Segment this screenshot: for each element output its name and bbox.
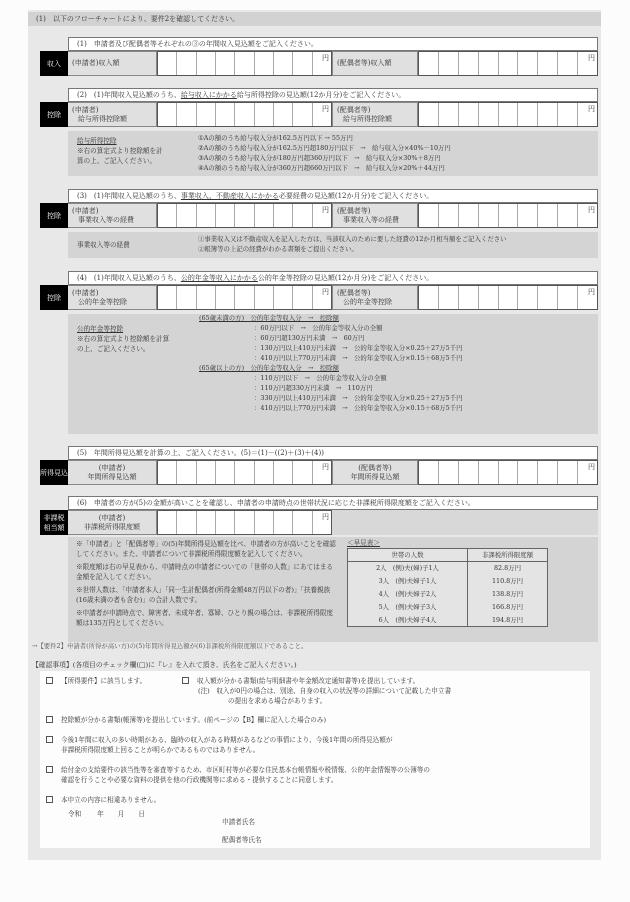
- income-docs-note-2: の提出を求める場合があります。: [228, 697, 327, 705]
- checkbox-icon: [182, 677, 189, 684]
- spouse-salary-deduction-field[interactable]: 円: [418, 102, 598, 127]
- applicant-name-field[interactable]: 申請者氏名: [222, 818, 255, 826]
- flowchart-instruction: (1) 以下のフローチャートにより、要件2を確認してください。: [28, 12, 601, 26]
- applicant-income-estimate-field[interactable]: 円: [157, 460, 332, 485]
- spouse-income-estimate-label: (配偶者等) 年間所得見込額: [332, 460, 418, 485]
- deduction-tab: 控除: [40, 285, 68, 310]
- applicant-income-field[interactable]: 円: [157, 51, 332, 76]
- applicant-business-expense-field[interactable]: 円: [157, 203, 332, 228]
- checkbox-icon: [46, 736, 53, 743]
- q6-blank-area: [332, 510, 598, 535]
- applicant-business-expense-label: (申請者) 事業収入等の経費: [68, 203, 157, 228]
- table-row: 6人 (例)夫婦子4人 194.8万円: [348, 614, 548, 627]
- spouse-salary-deduction-label: (配偶者等) 給与所得控除額: [332, 102, 418, 127]
- checkbox-icon: [46, 716, 53, 723]
- applicant-salary-deduction-field[interactable]: 円: [157, 102, 332, 127]
- salary-deduction-note: 給与所得控除 ※右の算定式より控除額を計算の上、ご記入ください。 ①Aの額のうち給与収入分が162.5万円以下 → 55万円 ②Aの額のうち給与収入分が162.5万円超180万円以下 → 給与収入分×40%－10万円 ③Aの額のうち給与収入分が180万円超360万円以下 → 給与収入分×30%＋8万円 ④Aの額のうち給与収入分が360万円超660万円以下 → 給与収入分×20%＋44万円: [68, 131, 598, 176]
- date-line[interactable]: 令和 年 月 日: [68, 810, 145, 818]
- checkbox-income-docs[interactable]: 収入額が分かる書類(給与明細書や年金額改定通知書等)を提出しています。: [182, 676, 419, 686]
- applicant-income-label: (申請者)収入額: [68, 51, 157, 76]
- checkbox-no-discrepancy[interactable]: 本申立の内容に相違ありません。: [46, 795, 160, 805]
- q5-title: (5) 年間所得見込額を計算の上、ご記入ください。(5)＝(1)－((2)＋(3)＋(4)): [68, 446, 598, 460]
- q3-title: (3) (1)年間収入見込額のうち、事業収入、不動産収入にかかる必要経費の見込額(12か月分)をご記入ください。: [68, 189, 598, 203]
- applicant-tax-exempt-limit-label: (申請者) 非課税所得限度額: [68, 510, 157, 535]
- spouse-business-expense-label: (配偶者等) 事業収入等の経費: [332, 203, 418, 228]
- table-row: 4人 (例)夫婦子2人 138.8万円: [348, 588, 548, 601]
- checkbox-consent[interactable]: 給付金の支給要件の該当性等を審査等するため、市区町村等が必要な住民基本台帳情報や税情報、公的年金情報等の公簿等の: [46, 765, 430, 775]
- confirm-title: 【確認事項】(各項目のチェック欄(□)に『レ』を入れて頂き、氏名をご記入ください。): [32, 661, 297, 669]
- spouse-income-estimate-field[interactable]: 円: [418, 460, 598, 485]
- table-row: 3人 (例)夫婦子1人 110.8万円: [348, 575, 548, 588]
- spouse-business-expense-field[interactable]: 円: [418, 203, 598, 228]
- checkbox-no-irregular-income[interactable]: 今後1年間に収入の多い時期がある、臨時の収入がある時期があるなどの事情により、今後1年間の所得見込額が: [46, 735, 392, 745]
- pension-deduction-note: 公的年金等控除 ※右の算定式より控除額を計算 の上、ご記入ください。 (65歳未満の方) 公的年金等収入分 → 控除額 ：60万円以下 → 公的年金等収入分の全額 ：60万円超130万円未満 → 60万円 ：130万円以上410万円未満 → 公的年金等収入分×0.25＋27万5千円 ：410万円以上770万円未満 → 公的年金等収入分×0.15＋68万5千円 (65歳以上の方) 公的年金等収入分 → 控除額 ：110万円以下 → 公的年金等収入分の全額 ：110万円超330万円未満 → 110万円 ：330万円以上410万円未満 → 公的年金等収入分×0.25＋27万5千円 ：410万円以上770万円未満 → 公的年金等収入分×0.15＋68万5千円: [68, 314, 598, 434]
- income-estimate-tab: 所得見込: [40, 460, 68, 485]
- spouse-name-field[interactable]: 配偶者等氏名: [222, 836, 262, 844]
- q6-title: (6) 申請者の方が(5)の金額が高いことを確認し、申請者の申請時点の世帯状況に応じた非課税所得限度額をご記入ください。: [68, 496, 598, 510]
- checkbox-icon: [46, 677, 53, 684]
- tax-exempt-notes: ※「申請者」と「配偶者等」の(5)年間所得見込額を比べ、申請者の方が高いことを確認してください。また、申請者について非課税所得限度額を記入してください。 ※限度額は右の早見表から、申請時点の申請者についての「世帯の人数」にあてはまる金額を記入してください。 ※世帯人数は、「申請者本人」「同一生計配偶者(所得金額48万円以下の者)」「扶養親族(16歳未満の者も含む)」の合計人数です。 ※申請者が申請時点で、障害者、未成年者、寡婦、ひとり親の場合は、非課税所得限度額は135万円としてください。 ＜早見表＞ 世帯の人数 非課税所得限度額 2人 (例)夫(婦)子1人 82.8万円 3人 (例)夫婦子1人 110.8万円 4人 (例)夫婦子2人 138.8万円 5人 (例)夫婦子3人 166.8万円 6人 (例)夫婦子4人 194.8万円: [68, 537, 598, 642]
- spouse-pension-deduction-field[interactable]: 円: [418, 285, 598, 310]
- deduction-tab: 控除: [40, 203, 68, 228]
- checkbox-icon: [46, 766, 53, 773]
- income-docs-note: (注) 収入が0円の場合は、別途、自身の収入の状況等の詳細について記載した申立書: [198, 687, 452, 695]
- spouse-income-field[interactable]: 円: [418, 51, 598, 76]
- spouse-income-label: (配偶者等)収入額: [332, 51, 418, 76]
- q4-title: (4) (1)年間収入見込額のうち、公的年金等収入にかかる公的年金等控除の見込額(12か月分)をご記入ください。: [68, 271, 598, 285]
- confirmation-section: 【所得要件】に該当します。 収入額が分かる書類(給与明細書や年金額改定通知書等)を提出しています。 (注) 収入が0円の場合は、別途、自身の収入の状況等の詳細について記載した申立書 の提出を求める場合があります。 控除額が分かる書類(帳簿等)を提出しています。(前ページの【B】欄に記入した場合のみ) 今後1年間に収入の多い時期がある、臨時の収入がある時期があるなどの事情により、今後1年間の所得見込額が 非課税所得限度額上回ることが明らかであるものではありません。 給付金の支給要件の該当性等を審査等するため、市区町村等が必要な住民基本台帳情報や税情報、公的年金情報等の公簿等の 確認を行うことや必要な資料の提供を他の行政機関等に求める・提供することに同意します。 本申立の内容に相違ありません。 令和 年 月 日 申請者氏名 配偶者等氏名: [40, 671, 590, 848]
- tax-exempt-tab: 非課税 相当額: [40, 510, 68, 535]
- table-row: 2人 (例)夫(婦)子1人 82.8万円: [348, 562, 548, 575]
- requirement-2: →【要件2】申請者(所得が高い方)の(5)年間所得見込額が(6)非課税所得限度額以下であること。: [32, 642, 308, 650]
- q2-title: (2) (1)年間収入見込額のうち、給与収入にかかる給与所得控除の見込額(12か月分)をご記入ください。: [68, 88, 598, 102]
- deduction-tab: 控除: [40, 102, 68, 127]
- spouse-pension-deduction-label: (配偶者等) 公的年金等控除: [332, 285, 418, 310]
- applicant-tax-exempt-limit-field[interactable]: 円: [157, 510, 332, 535]
- table-row: 5人 (例)夫婦子3人 166.8万円: [348, 601, 548, 614]
- quick-reference-table: ＜早見表＞ 世帯の人数 非課税所得限度額 2人 (例)夫(婦)子1人 82.8万円 3人 (例)夫婦子1人 110.8万円 4人 (例)夫婦子2人 138.8万円 5人 (例)夫婦子3人 166.8万円 6人 (例)夫婦子4人 194.8万円: [347, 539, 548, 627]
- applicant-pension-deduction-field[interactable]: 円: [157, 285, 332, 310]
- income-tab: 収入: [40, 51, 68, 76]
- applicant-salary-deduction-label: (申請者) 給与所得控除額: [68, 102, 157, 127]
- applicant-pension-deduction-label: (申請者) 公的年金等控除: [68, 285, 157, 310]
- checkbox-icon: [46, 796, 53, 803]
- checkbox-income-requirement[interactable]: 【所得要件】に該当します。: [46, 676, 146, 686]
- q1-title: (1) 申請者及び配偶者等それぞれの③の年間収入見込額をご記入ください。: [68, 37, 598, 51]
- checkbox-deduction-docs[interactable]: 控除額が分かる書類(帳簿等)を提出しています。(前ページの【B】欄に記入した場合のみ): [46, 715, 326, 725]
- business-expense-note: 事業収入等の経費 ①事業収入又は不動産収入を記入した方は、当該収入のために要した経費の12か月相当額をご記入ください ②帳簿等の上記の経費がわかる書類をご提出ください。: [68, 232, 598, 258]
- applicant-income-estimate-label: (申請者) 年間所得見込額: [68, 460, 157, 485]
